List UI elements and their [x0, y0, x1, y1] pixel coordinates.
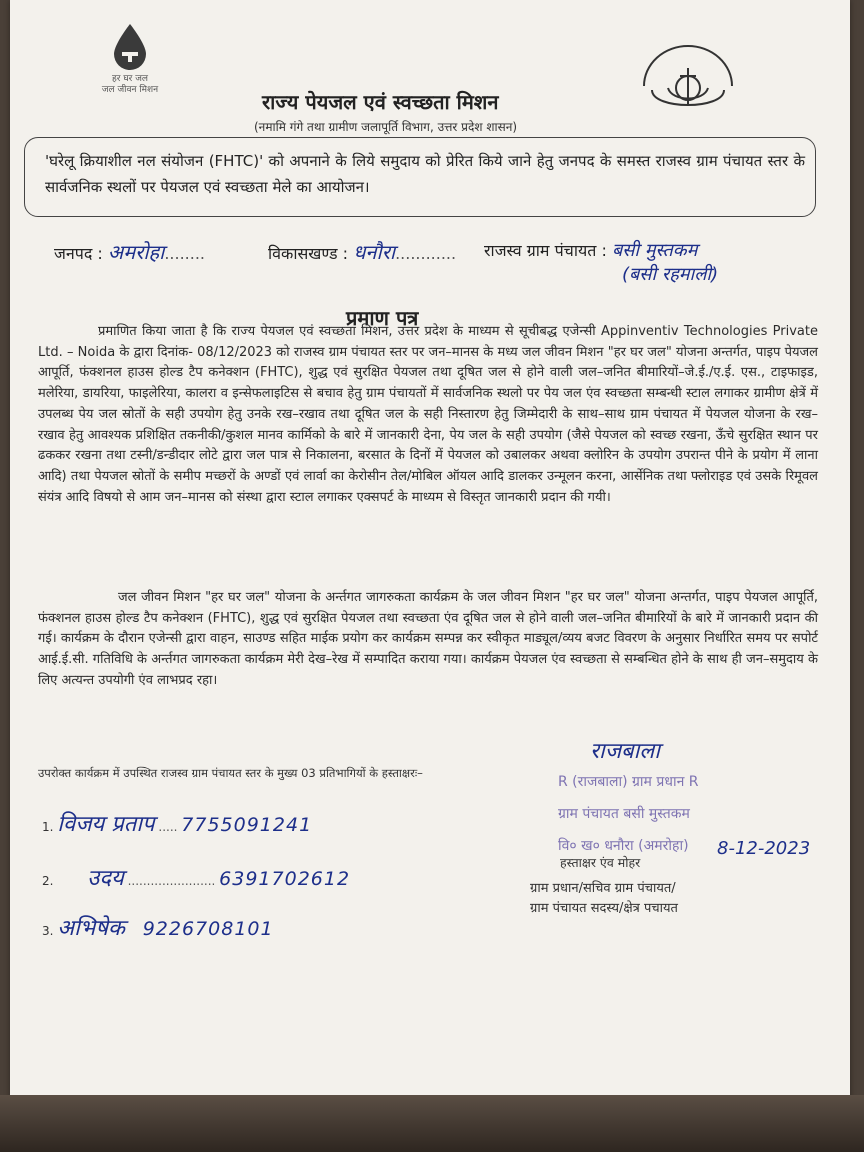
event-description-box [24, 137, 816, 217]
participant-number: 1. [42, 820, 54, 834]
certificate-paragraph-2: जल जीवन मिशन "हर घर जल" योजना के अर्न्तगत जागरुकता कार्यक्रम के जल जीवन मिशन "हर घर जल" योजना अन्तर्गत, पाइप पेयजल आपूर्ति, फंक्शनल हाउस होल्ड टैप कनेक्शन (FHTC), शुद्ध एवं सुरक्षित पेयजल तथा स्वच्छता एंव दूषित जल से होने वाली जल–जनित बीमारियों के बारे में जानकारी प्रदान की गई। कार्यक्रम के दौरान एजेन्सी द्वारा वाहन, साउण्ड सहित माईक प्रयोग कर कार्यक्रम सम्पन्न कर स्वीकृत माड्यूल/व्यय बजट विवरण के अनुसार निर्धारित समय पर सपोर्ट आई.ई.सी. गतिविधि के अर्न्तगत जागरुकता कार्यक्रम मेरी देख–रेख में सम्पादित कराया गया। कार्यक्रम पेयजल एंव स्वच्छता से सम्बन्धित होने के साथ ही जन–समुदाय के लिए अत्यन्त उपयोगी एंव लाभप्रद रहा। [38, 590, 818, 688]
participant-phone: 7755091241 [181, 814, 313, 836]
block-field: विकासखण्ड : धनौरा............ [268, 240, 457, 264]
village-field [484, 238, 697, 262]
background-surface [0, 1095, 864, 1152]
village-value-secondary: (बसी रहमाली) [622, 264, 719, 285]
participant-phone: 6391702612 [219, 868, 351, 890]
up-government-seal [638, 40, 738, 130]
participant-name: अभिषेक [57, 916, 125, 941]
block-value: धनौरा [353, 240, 396, 264]
stamp-line-1: R (राजबाला) ग्राम प्रधान R [558, 774, 699, 790]
signatory-role-2: ग्राम पंचायत सदस्य/क्षेत्र पचायत [530, 901, 678, 916]
logo-left-text: हर घर जल जल जीवन मिशन [101, 74, 159, 95]
district-field: जनपद : अमरोहा........ [54, 240, 206, 264]
event-description: 'घरेलू क्रियाशील नल संयोजन (FHTC)' को अपनाने के लिये समुदाय को प्रेरित किये जाने हेतु जनपद के समस्त राजस्व ग्राम पंचायत स्तर के सार्वजनिक स्थलों पर पेयजल एवं स्वच्छता मेले का आयोजन। [45, 152, 805, 196]
har-ghar-jal-logo [90, 22, 170, 96]
participants-label: उपरोक्त कार्यक्रम में उपस्थित राजस्व ग्राम पंचायत स्तर के मुख्य 03 प्रतिभागियों के हस्ताक्षरः– [38, 766, 423, 780]
document-page [10, 0, 850, 1100]
water-drop-icon [108, 22, 152, 70]
page-title: राज्य पेयजल एवं स्वच्छता मिशन [262, 90, 499, 114]
district-value: अमरोहा [107, 240, 165, 264]
participant-number: 2. [42, 874, 54, 888]
block-label: विकासखण्ड : [268, 244, 349, 263]
pradhan-signature: राजबाला [590, 739, 660, 764]
signatory-role-1: ग्राम प्रधान/सचिव ग्राम पंचायत/ [530, 881, 676, 896]
page-subtitle: (नमामि गंगे तथा ग्रामीण जलापूर्ति विभाग, उत्तर प्रदेश शासन) [254, 120, 518, 134]
village-value: बसी मुस्तकम [611, 240, 698, 261]
participant-number: 3. [42, 924, 54, 938]
district-label: जनपद : [54, 244, 103, 263]
participant-row [42, 912, 274, 942]
participant-phone: 9226708101 [142, 918, 274, 940]
participant-name: विजय प्रताप [57, 812, 155, 837]
sign-label: हस्ताक्षर एंव मोहर [560, 855, 641, 870]
certificate-paragraph-1: प्रमाणित किया जाता है कि राज्य पेयजल एवं स्वच्छता मिशन, उत्तर प्रदेश के माध्यम से सूचीबद्ध एजेन्सी Appinventiv Technologies Private Ltd. – Noida के द्वारा दिनांक- 08/12/2023 को राजस्व ग्राम पंचायत स्तर पर जन–मानस के मध्य जल जीवन मिशन "हर घर जल" योजना अन्तर्गत, पाइप पेयजल आपूर्ति, फंक्शनल हाउस होल्ड टैप कनेक्शन (FHTC), शुद्ध एवं सुरक्षित पेयजल तथा दूषित जल से होने वाली जल–जनित बीमारियों–जे.ई./ए.ई. एस., टाइफाइड, मलेरिया, डायरिया, फाइलेरिया, कालरा व इन्सेफलाइटिस से बचाव हेतु ग्राम पंचायतों में सार्वजनिक स्थलो पर पेय जल एंव स्वच्छता सम्बन्धी स्टाल लगाकर ग्रामीण क्षेत्रें में उपलब्ध पेय जल स्रोतों के सही उपयोग हेतु उनके रख–रखाव तथा दूषित जल के सही निस्तारण हेतु जिम्मेदारी के साथ–साथ ग्राम पंचायत में पेयजल योजना के रख–रखाव हेतु आवश्यक प्रशिक्षित तकनीकी/कुशल मानव कार्मिको के बारे में जानकारी देना, पेय जल के सही उपयोग (जैसे पेयजल को स्वच्छ रखना, ऊँचे सुरक्षित स्थान पर ढककर रखना तथा टस्नी/डन्डीदार लोटे द्वारा जल पात्र से निकालना, बरसात के दिनों में पेयजल को उबालकर अथवा क्लोरिन के उपयोग उपरान्त पीने के प्रयोग में लाना आदि) तथा पेयजल स्रोतों के समीप मच्छरों के अण्डों एवं लार्वा का केरोसीन तेल/मोबिल ऑयल आदि डालकर उन्मूलन करना, आर्सेनिक तथा फ्लोराइड एवं उसके रिमूवल संयंत्र आदि विषयो से आम जन–मानस को संस्था द्वारा स्टाल लगाकर एक्सपर्ट के माध्यम से विस्तृत जानकारी प्रदान की गयी। [38, 324, 818, 505]
stamp-line-3: वि० ख० धनौरा (अमरोहा) [558, 838, 689, 854]
participant-row: 1. विजय प्रताप ..... 7755091241 [42, 812, 313, 837]
participant-row: 2. उदय ....................... 6391702612 [42, 866, 351, 891]
participant-name: उदय [87, 866, 124, 891]
village-label: राजस्व ग्राम पंचायत : [484, 241, 607, 260]
signature-date: 8-12-2023 [717, 838, 811, 859]
stamp-line-2: ग्राम पंचायत बसी मुस्तकम [558, 806, 690, 822]
certificate-heading: प्रमाण पत्र [346, 306, 419, 330]
